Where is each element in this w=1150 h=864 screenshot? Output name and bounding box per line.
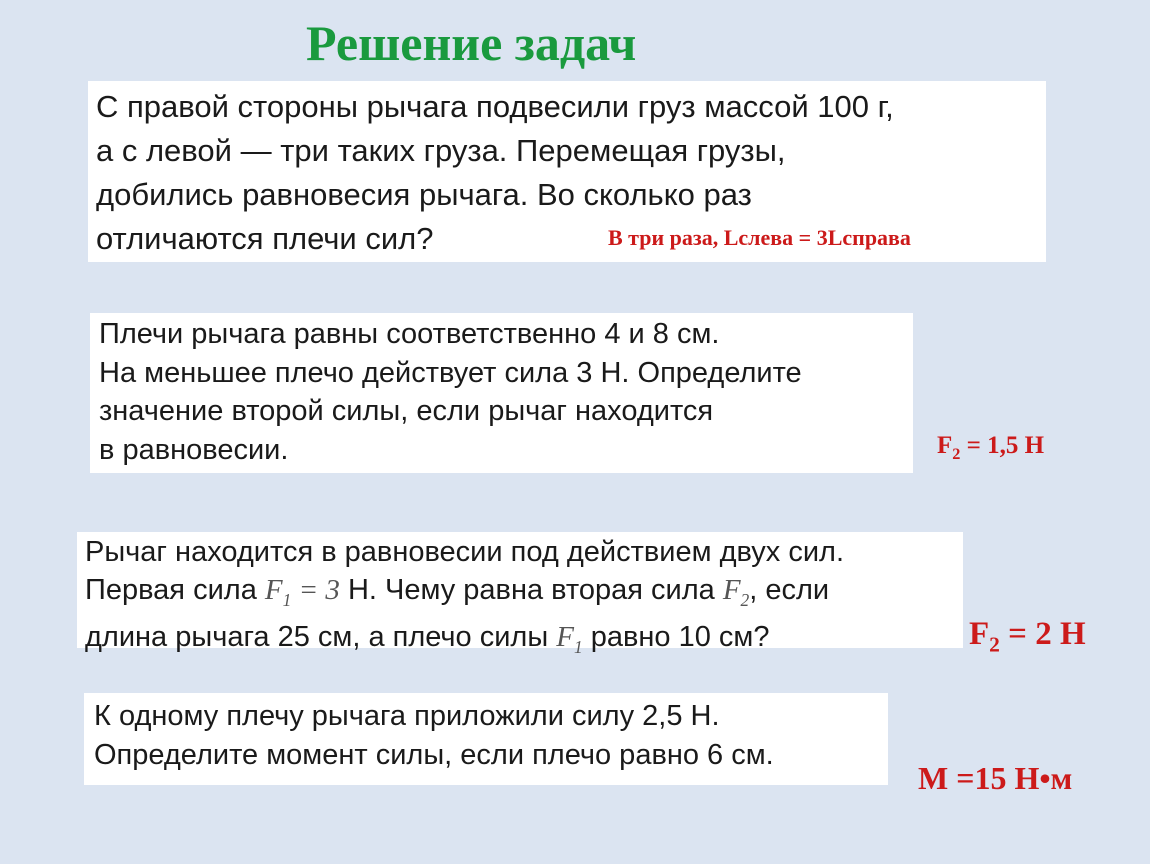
answer-value: = 2 Н <box>999 616 1086 652</box>
problem-2-line: в равновесии. <box>99 433 289 466</box>
problem-2-line: На меньшее плечо действует сила 3 Н. Определите <box>99 356 802 389</box>
text-fragment: , если <box>749 573 830 606</box>
problem-2-card <box>90 313 913 473</box>
problem-1-line: С правой стороны рычага подвесили груз массой 100 г, <box>96 89 894 124</box>
problem-1-answer: В три раза, Lслева = 3Lсправа <box>608 225 911 250</box>
problem-4-card <box>84 693 888 785</box>
force-subscript: 1 <box>282 589 292 610</box>
force-symbol <box>722 573 750 610</box>
problem-3-answer <box>969 616 1086 658</box>
problem-4-line: Определите момент силы, если плечо равно 6 см. <box>94 739 774 771</box>
problem-3-line: Рычаг находится в равновесии под действием двух сил. <box>85 536 844 568</box>
answer-symbol: F <box>937 432 953 459</box>
answer-value: = 1,5 Н <box>960 432 1045 459</box>
problem-2-line: значение второй силы, если рычаг находится <box>99 395 714 427</box>
force-symbol <box>264 573 340 610</box>
text-fragment: равно 10 см? <box>582 620 770 653</box>
answer-subscript: 2 <box>952 445 961 463</box>
problem-4-line: К одному плечу рычага приложили силу 2,5 Н. <box>94 700 720 732</box>
force-symbol <box>556 620 583 657</box>
force-value: = 3 <box>291 573 340 606</box>
problem-1-line: добились равновесия рычага. Во сколько раз <box>96 177 752 212</box>
force-letter: F <box>722 573 741 606</box>
problem-2-answer <box>937 432 1044 464</box>
force-letter: F <box>264 573 283 606</box>
problem-3-line <box>85 572 963 619</box>
answer-subscript: 2 <box>989 632 1000 657</box>
problem-1-line: а с левой — три таких груза. Перемещая грузы, <box>96 133 786 168</box>
answer-symbol: F <box>969 616 990 652</box>
force-subscript: 2 <box>740 589 750 610</box>
problem-2-line: Плечи рычага равны соответственно 4 и 8 см. <box>99 318 720 350</box>
force-subscript: 1 <box>573 636 583 657</box>
text-fragment: Первая сила <box>85 573 265 606</box>
text-fragment: Н. Чему равна вторая сила <box>339 573 723 606</box>
problem-3-line <box>85 619 963 666</box>
problem-4-answer: М =15 Н•м <box>918 760 1073 796</box>
force-letter: F <box>556 620 574 653</box>
page-title: Решение задач <box>306 15 637 71</box>
problem-1-line: отличаются плечи сил? <box>96 221 434 256</box>
text-fragment: длина рычага 25 см, а плечо силы <box>85 620 557 653</box>
problem-3-card <box>77 532 963 657</box>
